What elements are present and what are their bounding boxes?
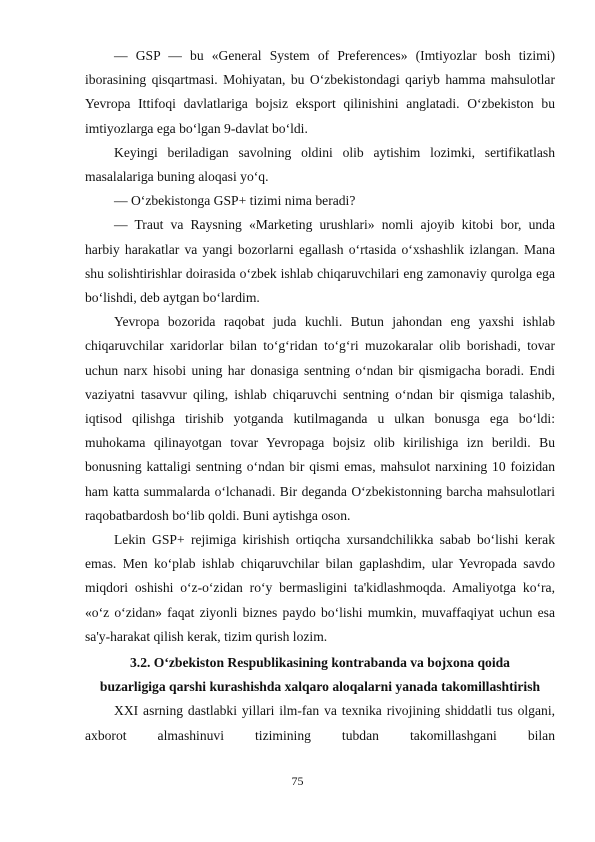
paragraph-question: — O‘zbekistonga GSP+ tizimi nima beradi?	[114, 193, 356, 209]
paragraph-xxi-century: XXI asrning dastlabki yillari ilm-fan va texnika rivojining shiddatli tus olgani, axborot almashinuvi tizimining tubdan takomillashgani bilan	[85, 703, 555, 743]
section-heading	[85, 651, 555, 699]
paragraph-gsp-definition: — GSP — bu «General System of Preferences» (Imtiyozlar bosh tizimi) iborasining qisqartmasi. Mohiyatan, bu O‘zbekistondagi qariyb hamma mahsulotlar Yevropa Ittifoqi davlatlariga bojsiz eksport qilinishini anglatadi. O‘zbekiston bu imtiyozlarga ega bo‘lgan 9-davlat bo‘ldi.	[85, 48, 555, 136]
section-heading-line-1: 3.2. O‘zbekiston Respublikasining kontrabanda va bojxona qoida	[130, 655, 510, 671]
paragraph-european-market: Yevropa bozorida raqobat juda kuchli. Butun jahondan eng yaxshi ishlab chiqaruvchilar xaridorlar bilan to‘g‘ridan to‘g‘ri muzokaralar olib borishadi, tovar uchun narx hisobi uning har donasiga sentning o‘ndan bir qismigacha boradi. Endi vaziyatni tasavvur qiling, ishlab chiqaruvchi sentning o‘ndan bir qismiga talashib, iqtisod qilishga tirishib yotganda kutilmaganda u ulkan bonusga ega bo‘ldi: muhokama qilinayotgan tovar Yevropaga bojsiz olib kirilishiga izn berildi. Bu bonusning kattaligi sentning o‘ndan bir qismi emas, mahsulot narxining 10 foizidan ham katta summalarda o‘lchanadi. Bir deganda O‘zbekistonning barcha mahsulotlari raqobatbardosh bo‘lib qoldi. Buni aytishga oson.	[85, 314, 555, 523]
document-body	[85, 44, 555, 748]
paragraph-certification-note: Keyingi beriladigan savolning oldini olib aytishim lozimki, sertifikatlash masalalariga buning aloqasi yo‘q.	[85, 144, 555, 185]
section-heading-line-2: buzarligiga qarshi kurashishda xalqaro aloqalarni yanada takomillashtirish	[99, 679, 541, 695]
paragraph-gsp-caution: Lekin GSP+ rejimiga kirishish ortiqcha xursandchilikka sabab bo‘lishi kerak emas. Men ko‘plab ishlab chiqaruvchilar bilan gaplashdim, ular Yevropada savdo miqdori oshishi o‘z-o‘zidan ro‘y bermasligini ta'kidlashmoqda. Amaliyotga ko‘ra, «o‘z o‘zidan» faqat ziyonli biznes paydo bo‘lishi mumkin, muvaffaqiyat uchun esa sa'y-harakat qilish kerak, tizim qurish lozim.	[85, 532, 555, 644]
page-number: 75	[291, 774, 304, 788]
paragraph-marketing-wars: — Traut va Raysning «Marketing urushlari» nomli ajoyib kitobi bor, unda harbiy harakatlar va yangi bozorlarni egallash o‘rtasida o‘xshashlik izlangan. Mana shu solishtirishlar doirasida o‘zbek ishlab chiqaruvchilari eng zamonaviy qurolga ega bo‘lishdi, deb aytgan bo‘lardim.	[85, 217, 555, 306]
